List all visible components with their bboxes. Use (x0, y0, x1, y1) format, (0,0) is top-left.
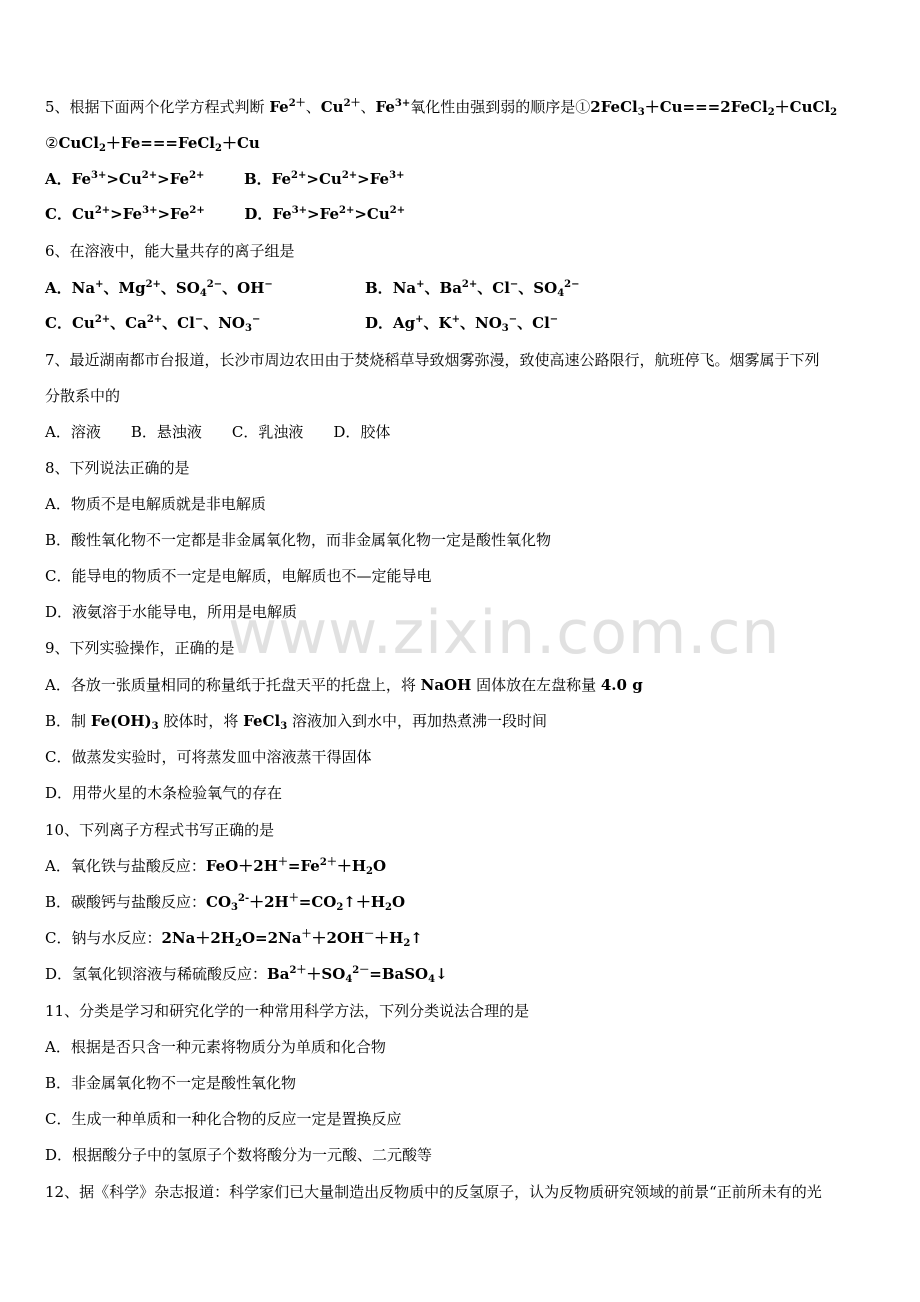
q10-option-a[interactable]: A．氧化铁与盐酸反应：$FeO+2H^+=Fe^{2+}+H_2O$ (45, 857, 387, 877)
option-a[interactable]: A．$Fe^{3+}>Cu^{2+}>Fe^{2+}$ (45, 170, 205, 188)
q8-option-d[interactable]: D．液氨溶于水能导电，所用是电解质 (45, 603, 298, 621)
q8-stem: 8、下列说法正确的是 (45, 459, 190, 477)
q12-stem: 12、据《科学》杂志报道：科学家们已大量制造出反物质中的反氢原子，认为反物质研究领域的前景“正前所未有的光 (45, 1183, 822, 1201)
option-a[interactable]: A．Na+、$Mg^{2+}$、$SO_4^{2-}$、OH− (45, 279, 273, 299)
watermark: www.zixin.com.cn (228, 598, 781, 668)
q7-stem: 7、最近湖南都市台报道，长沙市周边农田由于焚烧稻草导致烟雾弥漫，致使高速公路限行，航班停飞。烟雾属于下列 (45, 351, 820, 369)
q11-option-c[interactable]: C．生成一种单质和一种化合物的反应一定是置换反应 (45, 1110, 402, 1128)
q6-stem: 6、在溶液中，能大量共存的离子组是 (45, 242, 295, 260)
option-d[interactable]: D．Ag+、K+、$NO_3^-$、Cl− (365, 314, 559, 334)
q11-option-a[interactable]: A．根据是否只含一种元素将物质分为单质和化合物 (45, 1038, 386, 1056)
q10-option-b[interactable]: B．碳酸钙与盐酸反应：$CO_3^{2-}+2H^+=CO_2↑+H_2O$ (45, 893, 406, 913)
option-c[interactable]: C．$Cu^{2+}>Fe^{3+}>Fe^{2+}$ (45, 205, 205, 223)
q6-options-ab (45, 278, 885, 298)
q5-stem: 5、根据下面两个化学方程式判断 $Fe^{2+}$、$Cu^{2+}$、$Fe^{3+}$氧化性由强到弱的顺序是①2FeCl$_3$＋Cu===2FeCl$_2$＋CuCl$_2$ (45, 98, 838, 118)
q5-options-cd (45, 204, 405, 224)
q6-options-cd (45, 313, 885, 333)
q10-option-d[interactable]: D．氢氧化钡溶液与稀硫酸反应：$Ba^{2+}+SO_4^{2-}=BaSO_4↓$ (45, 965, 448, 985)
q9-option-a[interactable]: A．各放一张质量相同的称量纸于托盘天平的托盘上，将 NaOH 固体放在左盘称量 4.0 g (45, 676, 643, 694)
q9-stem: 9、下列实验操作，正确的是 (45, 639, 235, 657)
q11-option-b[interactable]: B．非金属氧化物不一定是酸性氧化物 (45, 1074, 297, 1092)
q5-stem-line2: ②CuCl$_2$＋Fe===FeCl$_2$＋Cu (45, 134, 260, 154)
q7-options[interactable]: A．溶液 B．悬浊液 C．乳浊液 D．胶体 (45, 423, 391, 441)
q9-option-b[interactable]: B．制 $Fe(OH)_3$ 胶体时，将 FeCl$_3$ 溶液加入到水中，再加热煮沸一段时间 (45, 712, 547, 732)
q7-stem-line2: 分散系中的 (45, 387, 121, 405)
q9-option-c[interactable]: C．做蒸发实验时，可将蒸发皿中溶液蒸干得固体 (45, 748, 372, 766)
q11-option-d[interactable]: D．根据酸分子中的氢原子个数将酸分为一元酸、二元酸等 (45, 1146, 433, 1164)
option-c[interactable]: C．$Cu^{2+}$、$Ca^{2+}$、Cl−、$NO_3^-$ (45, 314, 261, 334)
q8-option-a[interactable]: A．物质不是电解质就是非电解质 (45, 495, 266, 513)
q8-option-b[interactable]: B．酸性氧化物不一定都是非金属氧化物，而非金属氧化物一定是酸性氧化物 (45, 531, 552, 549)
q9-option-d[interactable]: D．用带火星的木条检验氧气的存在 (45, 784, 283, 802)
q5-options-ab (45, 169, 404, 189)
option-b[interactable]: B．Na+、$Ba^{2+}$、Cl−、$SO_4^{2-}$ (365, 279, 580, 299)
option-d[interactable]: D．$Fe^{3+}>Fe^{2+}>Cu^{2+}$ (244, 205, 406, 223)
q10-stem: 10、下列离子方程式书写正确的是 (45, 821, 275, 839)
option-b[interactable]: B．$Fe^{2+}>Cu^{2+}>Fe^{3+}$ (243, 170, 405, 188)
q11-stem: 11、分类是学习和研究化学的一种常用科学方法，下列分类说法合理的是 (45, 1002, 530, 1020)
q8-option-c[interactable]: C．能导电的物质不一定是电解质，电解质也不—定能导电 (45, 567, 432, 585)
q10-option-c[interactable]: C．钠与水反应：$2Na+2H_2O=2Na^++2OH^-+H_2↑$ (45, 929, 423, 949)
